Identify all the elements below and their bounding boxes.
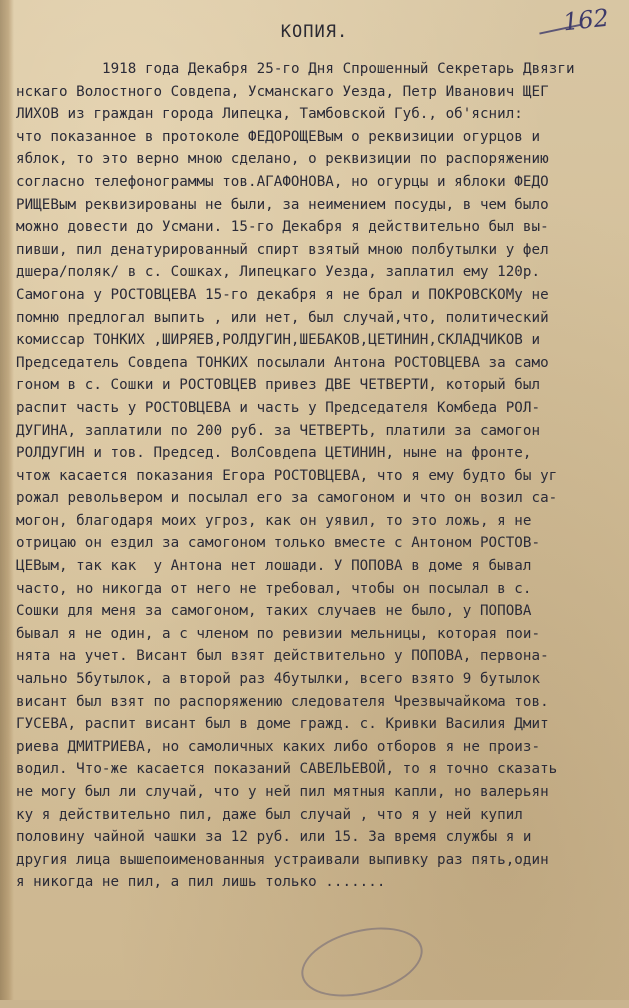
text-line: РИЩЕВым реквизированы не были, за неимением посуды, в чем было — [16, 196, 549, 213]
text-line: бывал я не один, а с членом по ревизии мельницы, которая пои- — [16, 625, 541, 642]
text-line: Самогона у РОСТОВЦЕВА 15-го декабря я не брал и ПОКРОВСКОМу не — [16, 286, 549, 303]
folio-number: 162 — [561, 3, 611, 37]
text-line: водил. Что-же касается показаний САВЕЛЬЕВОЙ, то я точно сказать — [16, 761, 558, 778]
text-line: можно довести до Усмани. 15-го Декабря я действительно был вы- — [16, 219, 549, 236]
text-line: рожал револьвером и посылал его за самогоном и что он возил са- — [16, 490, 558, 507]
text-line: ку я действительно пил, даже был случай , что я у ней купил — [16, 806, 523, 823]
text-line: висант был взят по распоряжению следователя Чрезвычайкома тов. — [16, 693, 549, 710]
document-body — [16, 58, 614, 894]
text-line: ГУСЕВА, распит висант был в доме гражд. с. Кривки Василия Дмит — [16, 716, 549, 733]
text-line: половину чайной чашки за 12 руб. или 15. За время службы я и — [16, 829, 532, 846]
text-line: помню предлогал выпить , или нет, был случай,что, политический — [16, 309, 549, 326]
text-line: нскаго Волостного Совдепа, Усманскаго Уезда, Петр Иванович ЩЕГ — [16, 83, 549, 100]
text-line: риева ДМИТРИЕВА, но самоличных каких либо отборов я не произ- — [16, 738, 541, 755]
text-line: отрицаю он ездил за самогоном только вместе с Антоном РОСТОВ- — [16, 535, 541, 552]
text-line: дшера/поляк/ в с. Сошках, Липецкаго Уезда, заплатил ему 120р. — [16, 264, 541, 281]
text-line: я никогда не пил, а пил лишь только ....... — [16, 874, 386, 891]
text-line: ДУГИНА, заплатили по 200 руб. за ЧЕТВЕРТЬ, платили за самогон — [16, 422, 541, 439]
text-line: гоном в с. Сошки и РОСТОВЦЕВ привез ДВЕ ЧЕТВЕРТИ, который был — [16, 377, 541, 394]
text-line: ЦЕВым, так как у Антона нет лошади. У ПОПОВА в доме я бывал — [16, 558, 532, 575]
text-line: 1918 года Декабря 25-го Дня Спрошенный Секретарь Двязги — [102, 61, 575, 77]
text-line: могон, благодаря моих угроз, как он уявил, то это ложь, я не — [16, 512, 532, 529]
text-line: Председатель Совдепа ТОНКИХ посылали Антона РОСТОВЦЕВА за само — [16, 354, 549, 371]
text-line: распит часть у РОСТОВЦЕВА и часть у Председателя Комбеда РОЛ- — [16, 399, 541, 416]
faded-stamp — [294, 916, 430, 1008]
text-line: пивши, пил денатурированный спирт взятый мною полбутылки у фел — [16, 241, 549, 258]
text-line: яблок, то это верно мною сделано, о реквизиции по распоряжению — [16, 151, 549, 168]
text-line: Сошки для меня за самогоном, таких случаев не было, у ПОПОВА — [16, 603, 532, 620]
text-line: чально 5бутылок, а второй раз 4бутылки, всего взято 9 бутылок — [16, 671, 541, 688]
text-line: ЛИХОВ из граждан города Липецка, Тамбовской Губ., об'яснил: — [16, 106, 523, 123]
text-line: не могу был ли случай, что у ней пил мятныя капли, но валерьян — [16, 784, 549, 800]
text-line: комиссар ТОНКИХ ,ШИРЯЕВ,РОЛДУГИН,ШЕБАКОВ,ЦЕТИНИН,СКЛАДЧИКОВ и — [16, 332, 541, 349]
page-edge-shadow — [0, 0, 14, 1000]
text-line: часто, но никогда от него не требовал, чтобы он посылал в с. — [16, 580, 532, 597]
text-line: нята на учет. Висант был взят действительно у ПОПОВА, первона- — [16, 648, 549, 665]
text-line: чтож касается показания Егора РОСТОВЦЕВА, что я ему будто бы уг — [16, 467, 558, 484]
document-title: КОПИЯ. — [280, 22, 349, 42]
text-line: согласно телефонограммы тов.АГАФОНОВА, но огурцы и яблоки ФЕДО — [16, 173, 549, 190]
text-line: что показанное в протоколе ФЕДОРОЩЕВым о реквизиции огурцов и — [16, 128, 541, 145]
text-line: РОЛДУГИН и тов. Председ. ВолСовдепа ЦЕТИНИН, ныне на фронте, — [16, 445, 532, 462]
text-line: другия лица вышепоименованныя устраивали выпивку раз пять,один — [16, 851, 549, 868]
